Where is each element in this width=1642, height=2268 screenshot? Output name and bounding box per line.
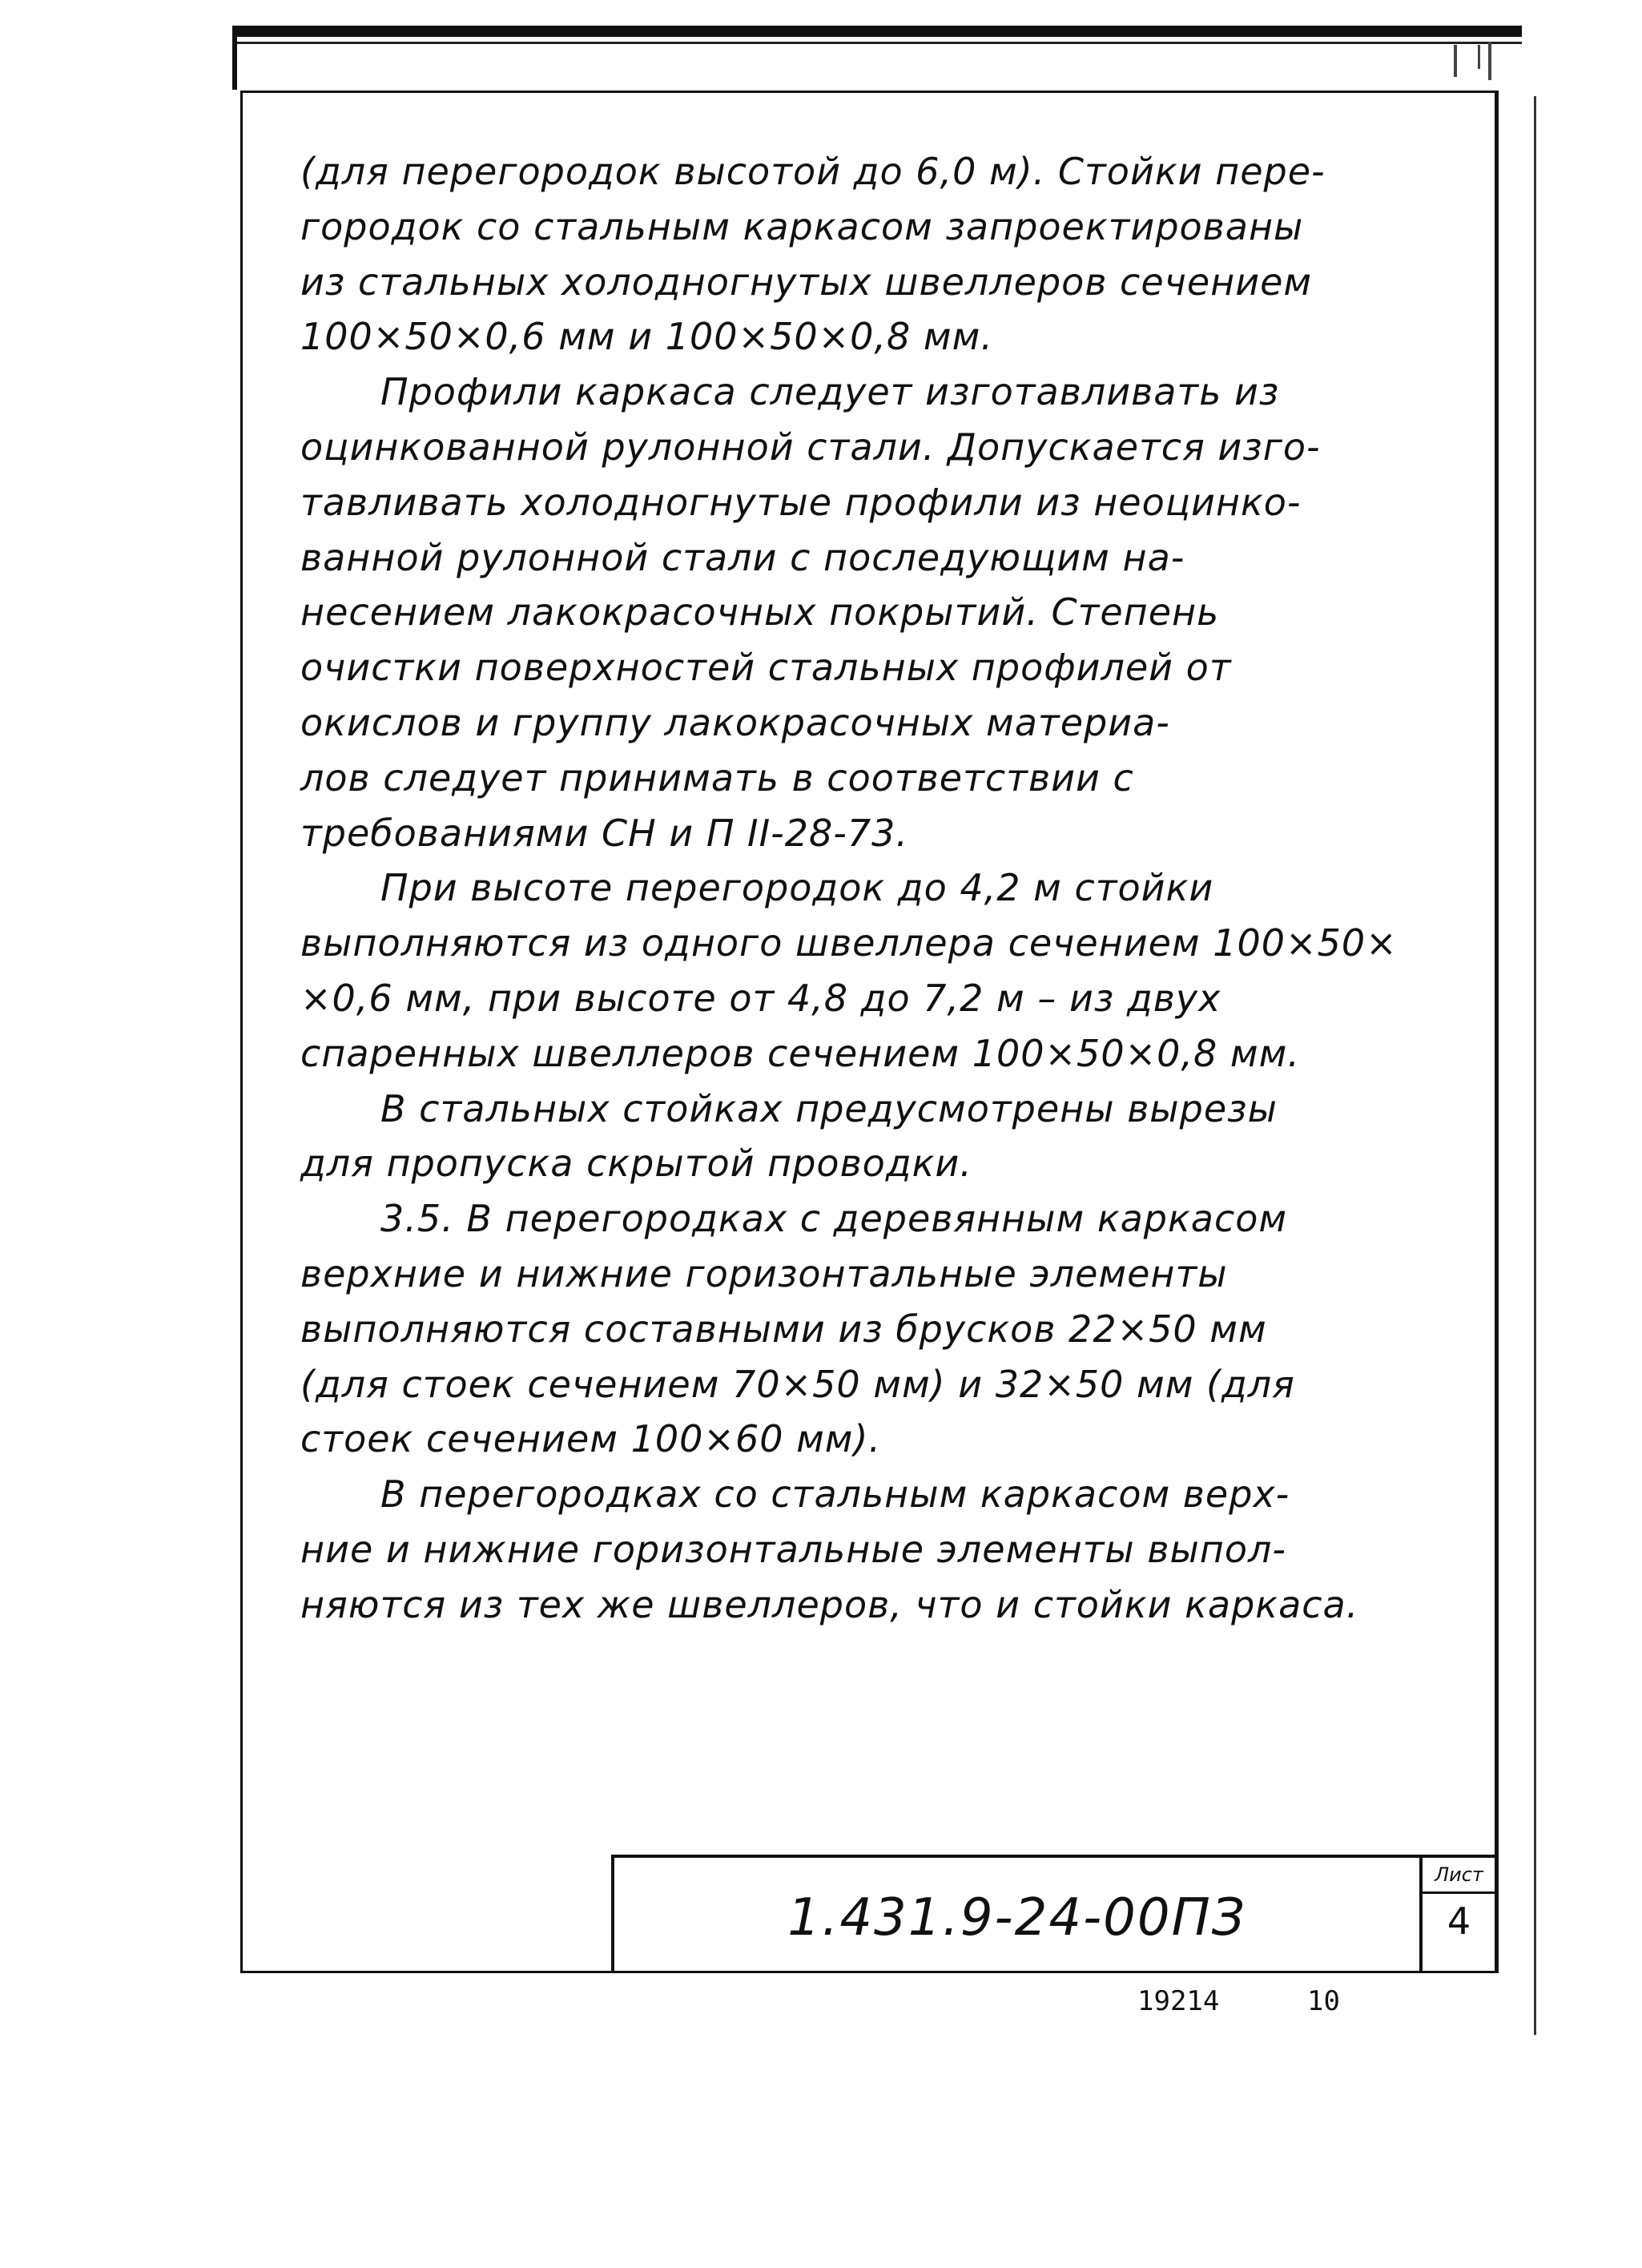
text-line: ванной рулонной стали с последующим на- — [300, 535, 1185, 579]
scan-margin-line — [1534, 96, 1536, 2035]
text-line: тавливать холодногнутые профили из неоцинко- — [300, 480, 1302, 524]
text-line: требованиями СН и П II-28-73. — [300, 811, 909, 855]
text-line: Профили каркаса следует изготавливать из — [380, 370, 1280, 414]
frame-inner-right — [1495, 91, 1499, 1973]
text-line: городок со стальным каркасом запроектированы — [300, 204, 1304, 248]
text-line: выполняются из одного швеллера сечением 100×50× — [300, 921, 1398, 965]
text-line: выполняются составными из брусков 22×50 мм — [300, 1307, 1267, 1351]
text-line: верхние и нижние горизонтальные элементы — [300, 1251, 1228, 1295]
paragraph-3 — [300, 860, 1486, 1081]
sheet-box — [1419, 1858, 1495, 1971]
frame-top-thin-line — [232, 42, 1522, 44]
text-line: 3.5. В перегородках с деревянным каркасом — [380, 1197, 1288, 1241]
text-line: стоек сечением 100×60 мм). — [300, 1417, 882, 1461]
text-line: из стальных холодногнутых швеллеров сечением — [300, 260, 1313, 304]
frame-inner-top — [240, 91, 1498, 93]
text-line: лов следует принимать в соответствии с — [300, 755, 1134, 800]
scan-speck — [1488, 42, 1491, 80]
title-block-stamp — [611, 1855, 1495, 1971]
text-line: спаренных швеллеров сечением 100×50×0,8 мм. — [300, 1031, 1300, 1075]
paragraph-4 — [300, 1082, 1486, 1192]
frame-top-bar — [232, 26, 1522, 37]
explanatory-note-text — [300, 144, 1486, 1633]
text-line: несением лакокрасочных покрытий. Степень — [300, 590, 1220, 634]
frame-inner-left — [240, 91, 243, 1973]
text-line: При высоте перегородок до 4,2 м стойки — [380, 866, 1214, 910]
text-line: для пропуска скрытой проводки. — [300, 1142, 972, 1186]
text-line: ние и нижние горизонтальные элементы выпол- — [300, 1527, 1287, 1571]
archive-number: 19214 — [1137, 1985, 1220, 2017]
text-line: В стальных стойках предусмотрены вырезы — [380, 1086, 1278, 1130]
text-line: очистки поверхностей стальных профилей от — [300, 646, 1232, 690]
page-count-note: 10 — [1307, 1985, 1340, 2017]
paragraph-6 — [300, 1467, 1486, 1632]
frame-inner-bottom — [240, 1971, 1499, 1973]
text-line: няются из тех же швеллеров, что и стойки каркаса. — [300, 1582, 1359, 1626]
paragraph-1 — [300, 144, 1486, 365]
paragraph-2 — [300, 365, 1486, 860]
text-line: 100×50×0,6 мм и 100×50×0,8 мм. — [300, 315, 993, 359]
paragraph-5 — [300, 1191, 1486, 1467]
scan-speck — [1454, 45, 1457, 77]
text-line: ×0,6 мм, при высоте от 4,8 до 7,2 м – из двух — [300, 976, 1221, 1020]
document-code: 1.431.9-24-00ПЗ — [787, 1888, 1246, 1948]
text-line: (для перегородок высотой до 6,0 м). Стойки пере- — [300, 150, 1326, 193]
text-line: (для стоек сечением 70×50 мм) и 32×50 мм (для — [300, 1362, 1295, 1406]
text-line: окислов и группу лакокрасочных материа- — [300, 700, 1170, 744]
scan-speck — [1478, 45, 1480, 69]
text-line: оцинкованной рулонной стали. Допускается изго- — [300, 425, 1321, 469]
frame-left-stub — [232, 26, 237, 90]
text-line: В перегородках со стальным каркасом верх- — [380, 1472, 1290, 1517]
sheet-label: Лист — [1423, 1858, 1495, 1894]
sheet-number: 4 — [1447, 1899, 1471, 1943]
